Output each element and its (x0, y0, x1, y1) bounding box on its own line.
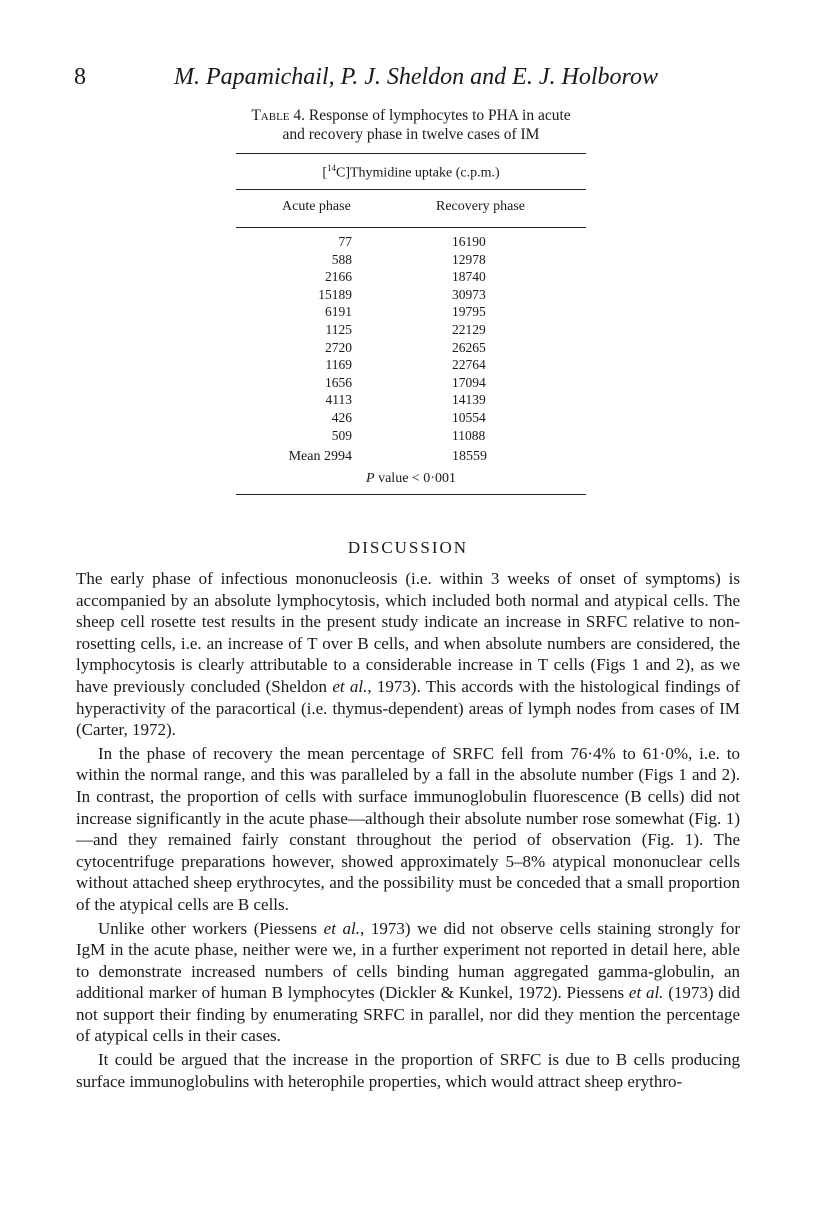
paragraph-4: It could be argued that the increase in the proportion of SRFC is due to B cells producing surface immunoglobulins with heterophile properties, which would attract sheep erythro- (76, 1050, 740, 1091)
recovery-value: 30973 (452, 286, 486, 302)
table-row (236, 269, 586, 287)
recovery-value: 18740 (452, 269, 486, 285)
table-row (236, 287, 586, 305)
recovery-value: 16190 (452, 234, 486, 249)
acute-value: 1169 (325, 357, 352, 373)
acute-value: 2720 (325, 339, 352, 355)
table-caption-line2: and recovery phase in twelve cases of IM (282, 126, 540, 143)
running-header (74, 64, 658, 100)
section-heading-discussion: DISCUSSION (347, 538, 469, 557)
recovery-value: 26265 (452, 339, 486, 355)
table-row (236, 410, 586, 428)
acute-value: 15189 (318, 286, 352, 302)
mean-recovery: 18559 (452, 449, 487, 464)
table-header-rule (236, 227, 586, 228)
acute-value: 588 (331, 251, 352, 267)
acute-value: 4113 (325, 392, 352, 408)
recovery-value: 12978 (452, 251, 486, 267)
table-bottom-rule (236, 494, 586, 495)
table-spanner-rule (236, 189, 586, 190)
discussion-body (76, 568, 740, 1092)
recovery-value: 14139 (452, 392, 486, 408)
acute-value: 6191 (325, 304, 352, 320)
table-label: Table 4. (251, 107, 306, 124)
column-header-acute: Acute phase (282, 199, 351, 214)
table-caption (233, 106, 589, 144)
acute-value: 1125 (325, 321, 352, 337)
table-row (236, 357, 586, 375)
table-row (236, 304, 586, 322)
recovery-value: 19795 (452, 304, 486, 320)
mean-acute: Mean 2994 (288, 449, 352, 464)
table-caption-line1: Response of lymphocytes to PHA in acute (308, 107, 571, 124)
table-mean-row (236, 449, 586, 469)
table-column-headers (236, 199, 586, 219)
table-row (236, 322, 586, 340)
column-header-recovery: Recovery phase (436, 199, 526, 214)
table-top-rule (236, 153, 586, 154)
table-body (236, 234, 586, 445)
table-row (236, 252, 586, 270)
table-spanner-heading: [$^{14}$C]Thymidine uptake (c.p.m.) (322, 163, 500, 181)
recovery-value: 22129 (452, 321, 486, 337)
p-value: P value < 0·001 (366, 471, 456, 486)
running-head-authors: M. Papamichail, P. J. Sheldon and E. J. Holborow (174, 64, 658, 90)
table-row (236, 234, 586, 252)
table-row (236, 340, 586, 358)
isotope-superscript: 14 (326, 163, 336, 173)
table-row (236, 428, 586, 446)
recovery-value: 17094 (452, 374, 486, 390)
paragraph-2: In the phase of recovery the mean percentage of SRFC fell from 76·4% to 61·0%, i.e. to within the normal range, and this was paralleled by a fall in the absolute number (Figs 1 and 2). In contrast, the proportion of cells with surface immunoglobulin fluorescence (B cells) did not increase significantly in the acute phase—although their absolute number rose somewhat (Fig. 1)—and they remained fairly constant throughout the period of observation (Fig. 1). The cytocentrifuge preparations however, showed approximately 5–8% atypical mononuclear cells without attached sheep erythrocytes, and the possibility must be conceded that a small proportion of the atypical cells are B cells. (76, 743, 740, 914)
acute-value: 426 (331, 409, 352, 425)
page-number: 8 (74, 64, 86, 90)
paragraph-1: The early phase of infectious mononucleosis (i.e. within 3 weeks of onset of symptoms) is accompanied by an absolute lymphocytosis, which included both normal and atypical cells. The sheep cell rosette test results in the present study indicate an increase in SRFC relative to non-rosetting cells, i.e. an increase of T over B cells, and when absolute numbers are considered, the lymphocytosis is clearly attributable to a considerable increase in T cells (Figs 1 and 2), as we have previously concluded (Sheldon et al., 1973). This accords with the histological findings of hyperactivity of the paracortical (i.e. thymus-dependent) areas of lymph nodes from cases of IM (Carter, 1972). (76, 569, 740, 740)
table-row (236, 392, 586, 410)
table-row (236, 375, 586, 393)
acute-value: 509 (331, 427, 352, 443)
recovery-value: 22764 (452, 357, 486, 373)
paragraph-3: Unlike other workers (Piessens et al., 1973) we did not observe cells staining strongly for IgM in the acute phase, neither were we, in a further experiment not reported in detail here, able to demonstrate increased numbers of cells binding human aggregated gamma-globulin, an additional marker of human B lymphocytes (Dickler & Kunkel, 1972). Piessens et al. (1973) did not support their finding by enumerating SRFC in parallel, nor did they mention the percentage of atypical cells in their cases. (76, 918, 741, 1046)
recovery-value: 10554 (452, 409, 486, 425)
acute-value: 2166 (325, 269, 352, 285)
acute-value: 1656 (325, 374, 352, 390)
recovery-value: 11088 (452, 427, 486, 443)
acute-value: 77 (338, 234, 352, 249)
